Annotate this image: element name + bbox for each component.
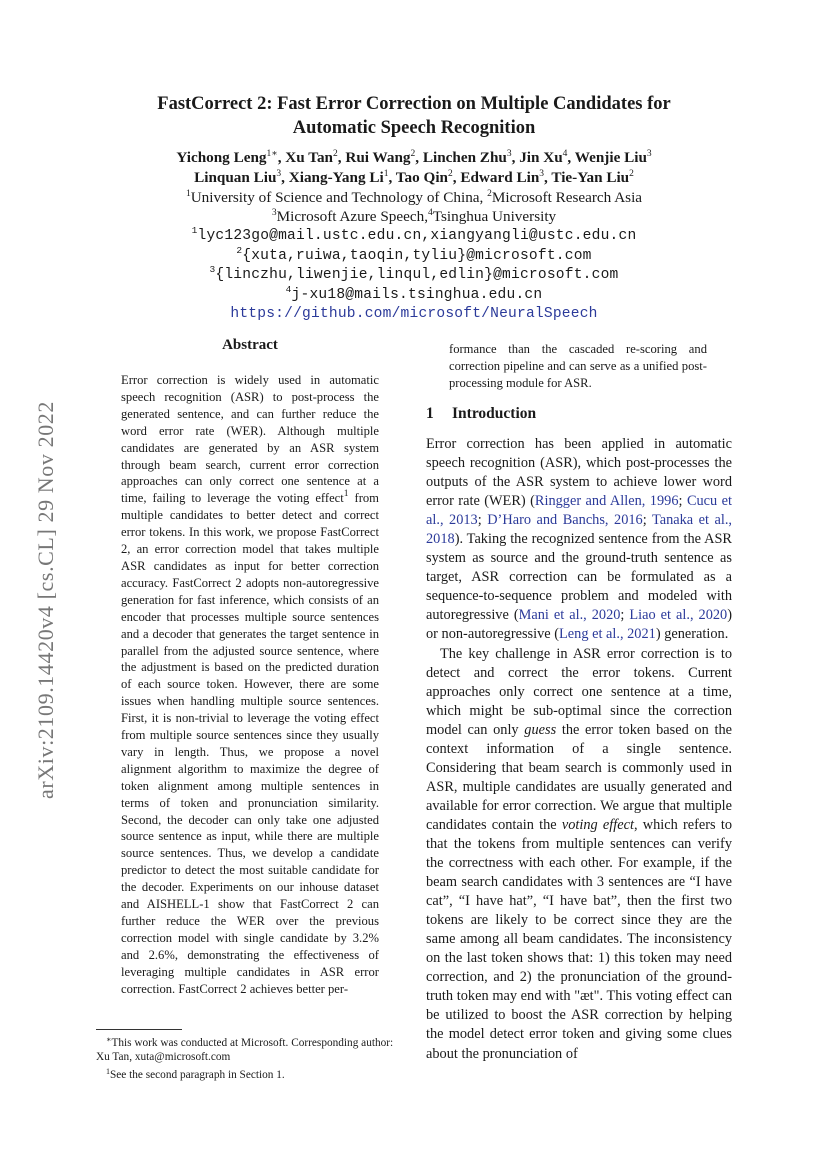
- affiliation-line-1: $^1$University of Science and Technology of China, $^2$Microsoft Research Asia: [185, 189, 643, 206]
- footnotes: [96, 1029, 406, 1082]
- footnote-ref[interactable]: 1: [343, 489, 349, 500]
- citation-link[interactable]: Leng et al., 2021: [559, 626, 656, 643]
- introduction-body: [426, 435, 732, 1064]
- author: Tao Qin$^2$: [395, 169, 453, 186]
- repo-line: [0, 305, 828, 325]
- author: Xu Tan$^2$: [285, 149, 338, 166]
- citation-link[interactable]: Tanaka et al., 2018: [426, 512, 733, 548]
- abstract-body: Error correction is widely used in automatic speech recognition (ASR) to post-process the generated sentence, and can further reduce the word error rate (WER). Although multiple candidates are generated by an ASR system through beam search, current error correction approaches can only correct one sentence at a time, failing to leverage the voting effect$^1$ from multiple candidates to better detect and correct error tokens. In this work, we propose FastCorrect 2, an error correction model that takes multiple ASR candidates as input for better correction accuracy. FastCorrect 2 adopts non-autoregressive generation for fast inference, which consists of an encoder that processes multiple source sentences and a decoder that generates the target sentence in parallel from the adjusted source sentence, where the adjustment is based on the predicted duration of each source token. However, there are some issues when handling multiple source sentences. First, it is non-trivial to leverage the voting effect from multiple source sentences since they usually vary in length. Thus, we propose a novel alignment algorithm to maximize the degree of token alignment among multiple sentences in terms of token and pronunciation similarity. Second, the decoder can only take one adjusted source sentence as input, while there are multiple source sentences. Thus, we develop a candidate predictor to detect the most suitable candidate for the decoder. Experiments on our inhouse dataset and AISHELL-1 show that FastCorrect 2 can further reduce the WER over the previous correction model with single candidate by 3.2% and 2.6%, demonstrating the effectiveness of leveraging multiple candidates in ASR error correction. FastCorrect 2 achieves better per-: [121, 373, 379, 996]
- paragraph: The key challenge in ASR error correction is to detect and correct the error tokens. Current approaches only correct one sentence at a time, which might be sub-optimal since the correction model can only guess the error token based on the context information of a single sentence. Considering that beam search is commonly used in ASR, multiple candidates are usually generated and available for error correction. We argue that multiple candidates contain the voting effect, which refers to that the tokens from multiple sentences can verify the correctness with each other. For example, if the beam search candidates with 3 sentences are “I have cat”, “I have hat”, “I have bat”, then the first two tokens are likely to be correct since they are the same among all beam candidates. The inconsistency on the last token shows that: 1) this token may need correction, and 2) the pronunciation of the ground-truth token may end with "æt". This voting effect can be utilized to boost the ASR correction by helping the model detect error token and giving some clues about the pronunciation of: [426, 645, 732, 1062]
- author: Wenjie Liu$^3$: [574, 149, 652, 166]
- arxiv-side-stamp: arXiv:2109.14420v4 [cs.CL] 29 Nov 2022: [33, 401, 58, 799]
- citation-link[interactable]: D’Haro and Banchs, 2016: [487, 512, 643, 529]
- abstract-heading: Abstract: [222, 337, 278, 353]
- citation-link[interactable]: Cucu et al., 2013: [426, 493, 733, 529]
- author-line-1: Yichong Leng$^{1∗}$, Xu Tan$^2$, Rui Wang$^2$, Linchen Zhu$^3$, Jin Xu$^4$, Wenjie Liu$^3$: [176, 149, 652, 166]
- affiliation-line-2: $^3$Microsoft Azure Speech,$^4$Tsinghua University: [271, 208, 557, 225]
- paper-header: [0, 92, 828, 325]
- author: Yichong Leng$^{1∗}$: [176, 149, 278, 166]
- abstract-continuation: formance than the cascaded re-scoring and correction pipeline and can serve as a unified post-processing module for ASR.: [449, 342, 707, 390]
- email-line-3: $^3${linczhu,liwenjie,linqul,edlin}@microsoft.com: [209, 264, 619, 283]
- section-heading-introduction: 1 Introduction: [426, 405, 537, 422]
- author-line-2: Linquan Liu$^3$, Xiang-Yang Li$^1$, Tao Qin$^2$, Edward Lin$^3$, Tie-Yan Liu$^2$: [194, 169, 634, 186]
- citation-link[interactable]: Mani et al., 2020: [518, 607, 621, 624]
- email-line-2: $^2${xuta,ruiwa,taoqin,tyliu}@microsoft.com: [236, 244, 592, 264]
- author: Tie-Yan Liu$^2$: [551, 169, 634, 186]
- title-line-2: Automatic Speech Recognition: [292, 118, 536, 138]
- paragraph: Error correction has been applied in automatic speech recognition (ASR), which post-processes the outputs of the ASR system to achieve lower word error rate (WER) (Ringger and Allen, 1996; Cucu et al., 2013; D’Haro and Banchs, 2016; Tanaka et al., 2018). Taking the recognized sentence from the ASR system as source and the ground-truth sentence as target, ASR correction can be formulated as a sequence-to-sequence problem and modeled with autoregressive (Mani et al., 2020; Liao et al., 2020) or non-autoregressive (Leng et al., 2021) generation.: [426, 436, 733, 643]
- citation-link[interactable]: Ringger and Allen, 1996: [534, 493, 679, 510]
- repo-link[interactable]: https://github.com/microsoft/NeuralSpeech: [230, 306, 598, 322]
- author: Linchen Zhu$^3$: [422, 149, 512, 166]
- title-line-1: FastCorrect 2: Fast Error Correction on Multiple Candidates for: [157, 94, 671, 114]
- footnote-divider: [96, 1029, 182, 1030]
- author: Jin Xu$^4$: [519, 149, 568, 166]
- paper-title: [0, 92, 828, 140]
- footnote: $^1$See the second paragraph in Section 1.: [106, 1066, 285, 1081]
- author: Xiang-Yang Li$^1$: [288, 169, 389, 186]
- author: Edward Lin$^3$: [460, 169, 545, 186]
- author: Rui Wang$^2$: [345, 149, 416, 166]
- footnote: ∗This work was conducted at Microsoft. Corresponding author: Xu Tan, xuta@microsoft.com: [96, 1035, 394, 1064]
- author: Linquan Liu$^3$: [194, 169, 282, 186]
- citation-link[interactable]: Liao et al., 2020: [629, 607, 728, 624]
- email-line-1: $^1$lyc123go@mail.ustc.edu.cn,xiangyangli@ustc.edu.cn: [191, 225, 637, 244]
- email-line-4: $^4$j-xu18@mails.tsinghua.edu.cn: [285, 283, 543, 303]
